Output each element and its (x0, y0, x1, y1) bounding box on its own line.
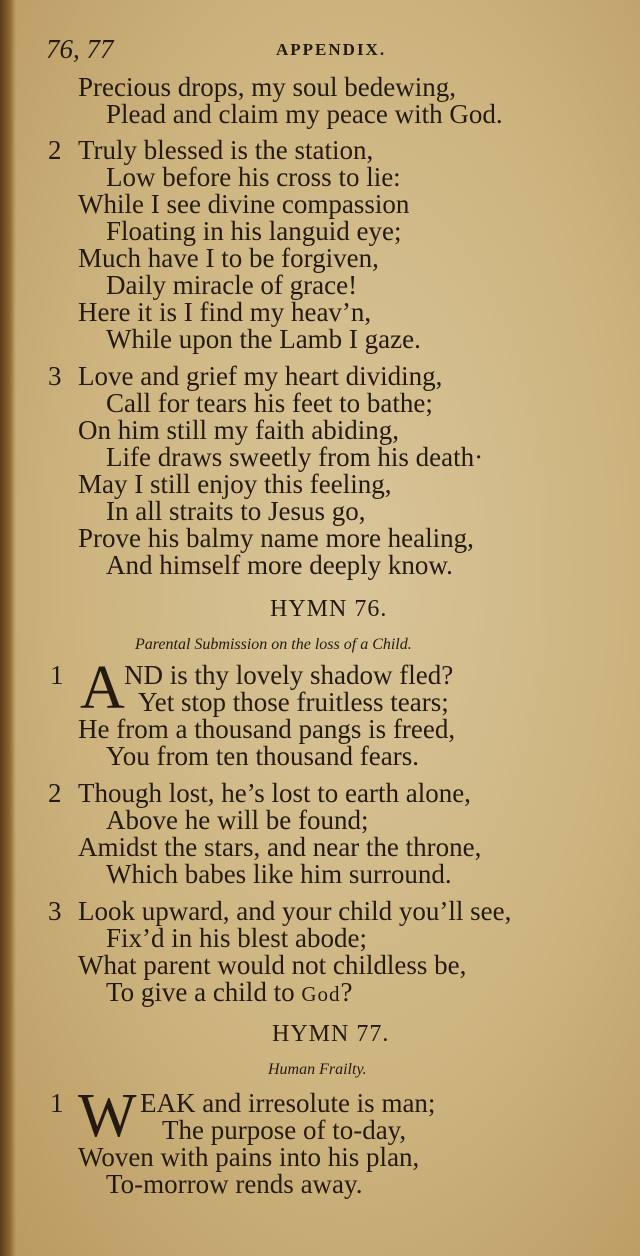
verse-line: You from ten thousand fears. (106, 741, 419, 771)
verse-line: Amidst the stars, and near the throne, (78, 832, 482, 862)
verse-line: Fix’d in his blest abode; (106, 923, 367, 953)
verse-line: Call for tears his feet to bathe; (106, 388, 433, 418)
verse-line: What parent would not childless be, (78, 950, 467, 980)
verse-line: He from a thousand pangs is freed, (78, 714, 456, 744)
verse-line: Floating in his languid eye; (106, 216, 402, 246)
hymn-subtitle: Parental Submission on the loss of a Child. (135, 636, 412, 653)
running-header (46, 34, 606, 70)
verse-line: EAK and irresolute is man; (140, 1088, 436, 1118)
verse-line: Low before his cross to lie: (106, 162, 401, 192)
running-title: APPENDIX. (276, 40, 387, 59)
verse-line: Plead and claim my peace with God. (106, 99, 503, 129)
verse-line: While upon the Lamb I gaze. (106, 324, 421, 354)
verse-text: To give a child to (106, 977, 302, 1007)
hymn-title: HYMN 76. (270, 596, 388, 622)
verse-line: Truly blessed is the station, (78, 135, 374, 165)
hymn-title: HYMN 77. (272, 1021, 390, 1047)
verse-line: Look upward, and your child you’ll see, (78, 896, 512, 926)
verse-punct: ? (340, 977, 353, 1007)
verse-line: Here it is I find my heav’n, (78, 297, 372, 327)
verse-line: Precious drops, my soul bedewing, (78, 72, 456, 102)
verse-line: In all straits to Jesus go, (106, 496, 366, 526)
verse-line: Daily miracle of grace! (106, 270, 358, 300)
verse-line: Above he will be found; (106, 805, 369, 835)
drop-cap: W (78, 1082, 137, 1150)
verse-line: Life draws sweetly from his death· (106, 442, 484, 472)
page-numbers: 76, 77 (46, 34, 114, 64)
verse-line: To-morrow rends away. (106, 1169, 363, 1199)
verse-line: Much have I to be forgiven, (78, 243, 379, 273)
verse-line: Though lost, he’s lost to earth alone, (78, 778, 471, 808)
stanza-number: 1 (50, 660, 64, 690)
verse-line: On him still my faith abiding, (78, 415, 399, 445)
verse-line: Prove his balmy name more healing, (78, 523, 474, 553)
verse-line: And himself more deeply know. (106, 550, 453, 580)
verse-line (106, 979, 352, 1006)
drop-cap: A (80, 654, 125, 722)
stanza-number: 2 (48, 778, 62, 808)
verse-line: The purpose of to-day, (162, 1115, 407, 1145)
verse-line: ND is thy lovely shadow fled? (124, 660, 454, 690)
small-caps-word: God (301, 982, 341, 1006)
verse-line: Yet stop those fruitless tears; (138, 687, 449, 717)
stanza-number: 3 (48, 896, 62, 926)
verse-line: Which babes like him surround. (106, 859, 452, 889)
verse-line: Love and grief my heart dividing, (78, 361, 443, 391)
hymn-subtitle: Human Frailty. (268, 1061, 367, 1078)
verse-line: May I still enjoy this feeling, (78, 469, 392, 499)
stanza-number: 2 (48, 135, 62, 165)
stanza-number: 3 (48, 361, 62, 391)
stanza-number: 1 (50, 1088, 64, 1118)
verse-line: Woven with pains into his plan, (78, 1142, 420, 1172)
verse-line: While I see divine compassion (78, 189, 410, 219)
